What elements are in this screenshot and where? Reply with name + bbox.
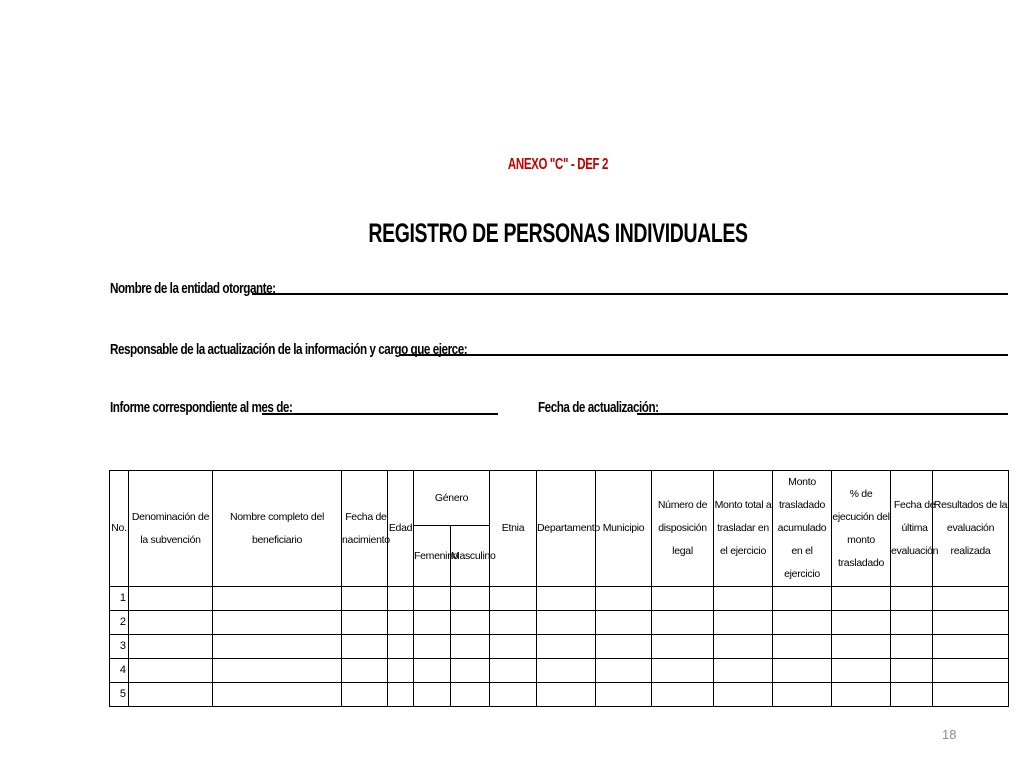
table-cell[interactable] (537, 587, 596, 611)
table-cell[interactable] (490, 683, 537, 707)
table-cell[interactable] (213, 635, 342, 659)
table-cell[interactable] (714, 611, 773, 635)
table-cell[interactable] (714, 659, 773, 683)
table-row (110, 611, 1009, 635)
responsible-field-line[interactable] (400, 354, 1008, 356)
table-cell[interactable] (342, 611, 388, 635)
month-field-line[interactable] (262, 413, 498, 415)
date-field-line[interactable] (637, 413, 1008, 415)
header-monto-trasladado: Monto trasladado acumulado en el ejercicio (773, 471, 832, 587)
entity-field-label: Nombre de la entidad otorgante: (110, 280, 276, 297)
table-cell[interactable] (832, 659, 891, 683)
table-cell[interactable] (596, 635, 652, 659)
table-cell[interactable] (933, 659, 1009, 683)
table-cell[interactable] (832, 587, 891, 611)
table-cell[interactable] (213, 611, 342, 635)
table-cell[interactable] (832, 635, 891, 659)
header-fecha-nacimiento: Fecha de nacimiento (342, 471, 388, 587)
table-cell[interactable] (891, 683, 933, 707)
table-cell[interactable] (388, 659, 414, 683)
table-cell[interactable] (596, 587, 652, 611)
table-cell[interactable] (714, 683, 773, 707)
header-denominacion: Denominación de la subvención (129, 471, 213, 587)
table-cell[interactable] (714, 587, 773, 611)
table-cell[interactable] (414, 635, 451, 659)
table-cell[interactable] (342, 587, 388, 611)
table-cell[interactable] (490, 635, 537, 659)
table-cell[interactable] (537, 611, 596, 635)
header-fecha-evaluacion: Fecha de última evaluación (891, 471, 933, 587)
table-cell[interactable] (933, 635, 1009, 659)
table-cell[interactable] (652, 635, 714, 659)
table-cell[interactable] (596, 683, 652, 707)
page-number: 18 (942, 727, 957, 742)
row-number: 3 (110, 635, 129, 659)
row-number: 5 (110, 683, 129, 707)
row-number: 1 (110, 587, 129, 611)
table-cell[interactable] (342, 659, 388, 683)
table-cell[interactable] (891, 611, 933, 635)
table-cell[interactable] (451, 611, 490, 635)
header-monto-total: Monto total a trasladar en el ejercicio (714, 471, 773, 587)
entity-field-line[interactable] (252, 293, 1008, 295)
table-row (110, 635, 1009, 659)
table-cell[interactable] (414, 659, 451, 683)
table-cell[interactable] (129, 659, 213, 683)
table-cell[interactable] (832, 683, 891, 707)
header-no: No. (110, 471, 129, 587)
table-cell[interactable] (451, 683, 490, 707)
table-cell[interactable] (451, 635, 490, 659)
table-cell[interactable] (213, 587, 342, 611)
date-field-label: Fecha de actualización: (538, 399, 659, 416)
table-cell[interactable] (490, 587, 537, 611)
table-cell[interactable] (537, 635, 596, 659)
table-cell[interactable] (652, 659, 714, 683)
table-cell[interactable] (388, 635, 414, 659)
header-etnia: Etnia (490, 471, 537, 587)
header-femenino: Femenino (414, 526, 451, 587)
table-cell[interactable] (451, 659, 490, 683)
table-cell[interactable] (933, 611, 1009, 635)
table-cell[interactable] (213, 659, 342, 683)
table-cell[interactable] (129, 635, 213, 659)
table-cell[interactable] (714, 635, 773, 659)
table-cell[interactable] (490, 611, 537, 635)
table-cell[interactable] (388, 587, 414, 611)
header-resultados: Resultados de la evaluación realizada (933, 471, 1009, 587)
row-number: 2 (110, 611, 129, 635)
row-number: 4 (110, 659, 129, 683)
table-cell[interactable] (537, 659, 596, 683)
table-cell[interactable] (414, 587, 451, 611)
table-cell[interactable] (773, 659, 832, 683)
table-cell[interactable] (388, 683, 414, 707)
table-cell[interactable] (773, 683, 832, 707)
table-cell[interactable] (773, 611, 832, 635)
table-cell[interactable] (414, 611, 451, 635)
header-edad: Edad (388, 471, 414, 587)
table-cell[interactable] (773, 587, 832, 611)
table-cell[interactable] (537, 683, 596, 707)
table-cell[interactable] (933, 587, 1009, 611)
table-cell[interactable] (213, 683, 342, 707)
table-cell[interactable] (342, 683, 388, 707)
table-cell[interactable] (891, 635, 933, 659)
table-cell[interactable] (933, 683, 1009, 707)
annex-label: ANEXO "C" - DEF 2 (507, 156, 609, 173)
table-cell[interactable] (414, 683, 451, 707)
header-departamento: Departamento (537, 471, 596, 587)
table-cell[interactable] (129, 611, 213, 635)
table-cell[interactable] (451, 587, 490, 611)
table-cell[interactable] (652, 683, 714, 707)
header-masculino: Masculino (451, 526, 490, 587)
table-cell[interactable] (891, 587, 933, 611)
month-field-label: Informe correspondiente al mes de: (110, 399, 293, 416)
table-cell[interactable] (652, 587, 714, 611)
responsible-field-label: Responsable de la actualización de la información y cargo que ejerce: (110, 341, 468, 358)
table-cell[interactable] (388, 611, 414, 635)
header-nombre: Nombre completo del beneficiario (213, 471, 342, 587)
table-cell[interactable] (773, 635, 832, 659)
header-municipio: Municipio (596, 471, 652, 587)
table-cell[interactable] (342, 635, 388, 659)
table-cell[interactable] (596, 611, 652, 635)
header-ejecucion: % de ejecución del monto trasladado (832, 471, 891, 587)
header-genero: Género (414, 471, 490, 526)
table-cell[interactable] (490, 659, 537, 683)
table-cell[interactable] (596, 659, 652, 683)
registry-table (109, 470, 1009, 707)
table-cell[interactable] (832, 611, 891, 635)
table-row (110, 659, 1009, 683)
page-title: REGISTRO DE PERSONAS INDIVIDUALES (368, 218, 748, 248)
table-row (110, 683, 1009, 707)
table-cell[interactable] (891, 659, 933, 683)
header-disposicion: Número de disposición legal (652, 471, 714, 587)
table-row (110, 587, 1009, 611)
table-cell[interactable] (129, 587, 213, 611)
table-cell[interactable] (652, 611, 714, 635)
table-cell[interactable] (129, 683, 213, 707)
